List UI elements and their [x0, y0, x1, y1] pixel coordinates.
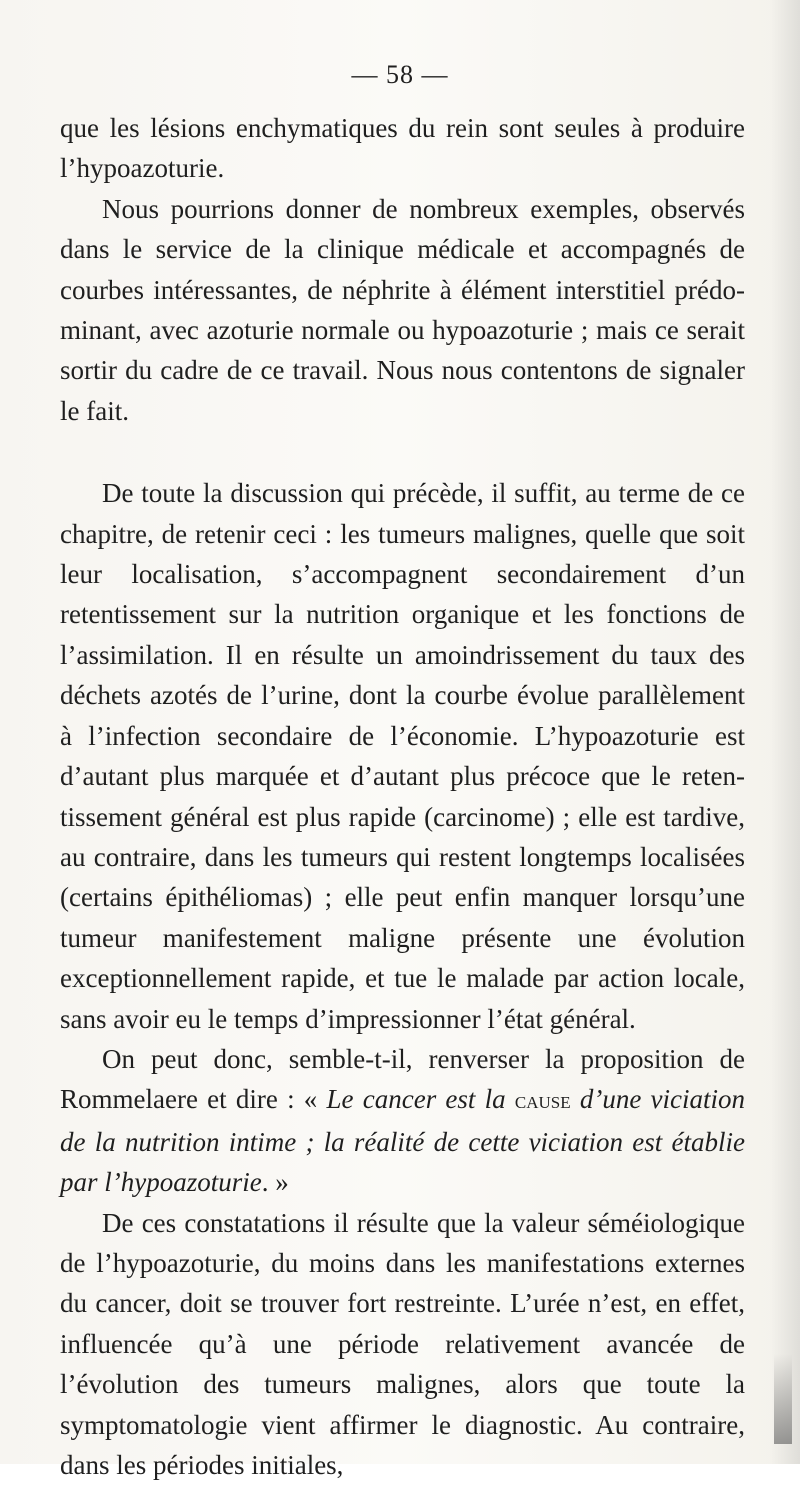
paragraph-1: que les lésions enchymatiques du rein sont seules à produire l’hypoazoturie.: [60, 113, 745, 184]
quote-part-a: Le cancer est la: [326, 1084, 515, 1115]
paragraph-4-tail: . »: [261, 1167, 289, 1198]
paragraph-4: [60, 1039, 745, 1203]
paragraph-4-lead: On peut donc, semble-t-il, renverser la proposition de Rommelaere et dire : «: [60, 1043, 745, 1115]
quote-cause: cause: [514, 1088, 571, 1115]
page-corner-mark: [774, 1354, 792, 1444]
quote-part-b: d’une viciation de la nutrition intime ; la réalité de cette viciation est établie par l’hypoazoturie: [60, 1084, 746, 1198]
paragraph-5: De ces constatations il résulte que la valeur séméiologique de l’hypoazoturie, du moins dans les manifestations externes du cancer, doit se trouver fort restreinte. L’urée n’est, en effet, influencée qu’à une période relativement avancée de l’évolution des tumeurs malignes, alors que toute la symptomatologie vient affirmer le diagnostic. Au contraire, dans les périodes initiales,: [60, 1207, 745, 1480]
page-edge-shadow: [770, 0, 800, 1464]
page-number: — 58 —: [351, 60, 449, 89]
paragraph-2: Nous pourrions donner de nombreux exemples, observés dans le service de la clinique médicale et accompagnés de courbes intéressantes, de néphrite à élément interstitiel prédominant, avec azoturie normale ou hypoazoturie ; mais ce serait sortir du cadre de ce travail. Nous nous contentons de signaler le fait.: [60, 193, 745, 426]
paragraph-3: De toute la discussion qui précède, il suffit, au terme de ce chapitre, de retenir ceci : les tumeurs malignes, quelle que soit leur localisation, s’accompagnent secondairement d’un retentissement sur la nutrition organique et les fonctions de l’assimilation. Il en résulte un amoindrissement du taux des déchets azotés de l’urine, dont la courbe évolue parallèlement à l’infection secondaire de l’économie. L’hypoazoturie est d’autant plus marquée et d’autant plus précoce que le retentissement général est plus rapide (carcinome) ; elle est tardive, au contraire, dans les tumeurs qui restent longtemps localisées (certains épithéliomas) ; elle peut enfin manquer lorsqu’une tumeur manifestement maligne présente une évolution exceptionnellement rapide, et tue le malade par action locale, sans avoir eu le temps d’impressionner l’état général.: [60, 478, 745, 1034]
body-text: [60, 108, 745, 1485]
paragraph-gap: [60, 431, 745, 473]
